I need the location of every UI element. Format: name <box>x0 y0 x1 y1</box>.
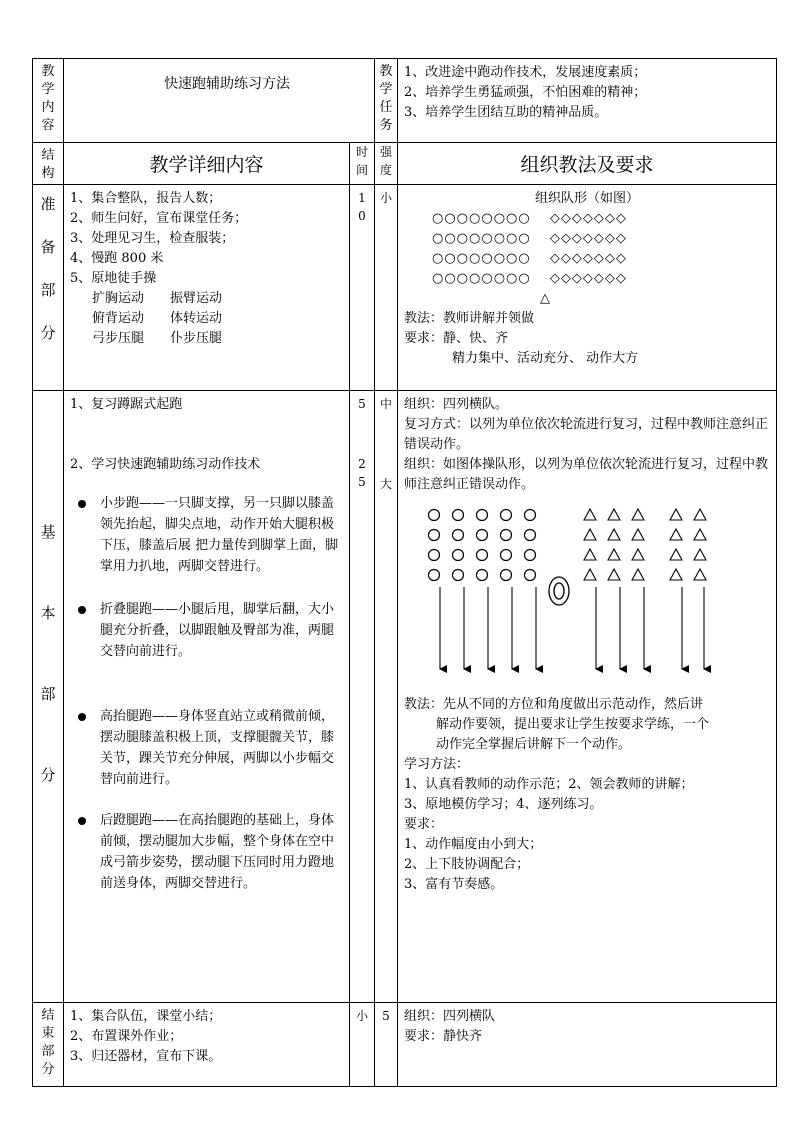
req-title: 要求： <box>404 817 444 832</box>
teach-text: 教法：先从不同的方位和角度做出示范动作，然后讲 <box>404 697 704 712</box>
end-org: 组织：四列横队 <box>404 1009 496 1024</box>
list-item: 3、处理见习生，检查服装； <box>70 231 235 246</box>
student-triangle <box>694 529 706 540</box>
basic-row <box>33 391 777 1003</box>
drill-diagram <box>404 495 770 695</box>
bullet-item: 后蹬腿跑——在高抬腿跑的基础上，身体前倾，摆动腿加大步幅，整个身体在空中成弓箭步姿势，摆动腿下压同时用力蹬地前送身体，两脚交替进行。 <box>70 810 343 894</box>
student-circle <box>453 550 464 561</box>
student-circle <box>501 530 512 541</box>
student-circle <box>525 530 536 541</box>
prep-intensity: 小 <box>375 185 398 391</box>
student-triangle <box>632 509 644 520</box>
formation-diagram <box>404 209 770 309</box>
student-circle <box>525 570 536 581</box>
learn-title: 学习方法： <box>404 757 470 772</box>
student-triangle <box>584 529 596 540</box>
req-item: 3、富有节奏感。 <box>404 877 504 892</box>
student-circle <box>525 510 536 521</box>
lesson-plan-table <box>32 58 777 1087</box>
time-header: 时 间 <box>350 143 375 185</box>
formation-title: 组织队形（如图） <box>534 191 639 206</box>
list-item: 2、师生问好，宣布课堂任务； <box>70 211 248 226</box>
student-circle <box>429 550 440 561</box>
end-row <box>33 1003 777 1087</box>
student-circle <box>429 510 440 521</box>
student-circle <box>501 550 512 561</box>
student-circle <box>477 510 488 521</box>
formation-row: ○○○○○○○○ ◇◇◇◇◇◇◇ <box>432 231 627 246</box>
student-circle <box>525 550 536 561</box>
method-header: 组织教法及要求 <box>398 143 777 185</box>
prep-method-text: 教法：教师讲解并领做 <box>404 311 535 326</box>
header-row <box>33 59 777 143</box>
student-triangle <box>670 509 682 520</box>
teach-text-3: 动作完全掌握后讲解下一个动作。 <box>436 737 632 752</box>
student-circle <box>429 530 440 541</box>
basic-time: 5 2 5 <box>350 391 375 1003</box>
prep-method <box>398 185 777 391</box>
exercise-line: 弓步压腿 仆步压腿 <box>92 331 223 346</box>
content-label: 教 学 内 容 <box>33 59 64 143</box>
student-triangle <box>632 549 644 560</box>
student-triangles <box>584 509 706 580</box>
student-triangle <box>608 549 620 560</box>
prep-label: 准 备 部 分 <box>33 185 64 391</box>
prep-content <box>64 185 350 391</box>
list-item: 2、布置课外作业； <box>70 1029 183 1044</box>
student-triangle <box>670 549 682 560</box>
prep-requirement-2: 精力集中、活动充分、 动作大方 <box>452 351 639 366</box>
end-method <box>398 1003 777 1087</box>
list-item: 1、集合整队，报告人数； <box>70 191 222 206</box>
student-triangle <box>694 549 706 560</box>
end-content <box>64 1003 350 1087</box>
formation-row: ○○○○○○○○ ◇◇◇◇◇◇◇ <box>432 251 627 266</box>
list-item: 4、慢跑 800 米 <box>70 251 164 266</box>
end-label: 结 束 部 分 <box>33 1003 64 1087</box>
student-circle <box>453 530 464 541</box>
list-item: 3、归还器材，宣布下课。 <box>70 1049 222 1064</box>
student-triangle <box>608 529 620 540</box>
list-item: 1、集合队伍，课堂小结； <box>70 1009 222 1024</box>
student-circles <box>429 510 536 581</box>
bullet-item: 小步跑——一只脚支撑，另一只脚以膝盖领先抬起，脚尖点地，动作开始大腿积极下压，膝盖后展 把力量传到脚掌上面，脚掌用力扒地，两脚交替进行。 <box>70 493 343 577</box>
formation-row: ○○○○○○○○ ◇◇◇◇◇◇◇ <box>432 211 627 226</box>
bullet-dot <box>78 713 86 721</box>
student-triangle <box>608 569 620 580</box>
student-triangle <box>670 529 682 540</box>
task-item: 2、培养学生勇猛顽强，不怕困难的精神； <box>404 85 647 100</box>
list-item: 2、学习快速跑辅助练习动作技术 <box>70 457 261 472</box>
org-text: 组织：四列横队。 <box>404 397 509 412</box>
student-circle <box>501 510 512 521</box>
bullet-dot <box>78 606 86 614</box>
lesson-title: 快速跑辅助练习方法 <box>64 59 375 143</box>
teacher-mark: △ <box>540 291 551 306</box>
task-list <box>398 59 777 143</box>
student-circle <box>501 570 512 581</box>
basic-intensity: 中 大 <box>375 391 398 1003</box>
student-triangle <box>584 509 596 520</box>
prep-time: 1 0 <box>350 185 375 391</box>
task-item: 3、培养学生团结互助的精神品质。 <box>404 105 608 120</box>
prep-row <box>33 185 777 391</box>
org-text-2: 组织：如图体操队形，以列为单位依次轮流进行复习，过程中教师注意纠正错误动作。 <box>404 457 769 492</box>
list-item: 1、复习蹲踞式起跑 <box>70 397 183 412</box>
basic-method <box>398 391 777 1003</box>
prep-requirement: 要求：静、快、齐 <box>404 331 509 346</box>
list-item: 5、原地徒手操 <box>70 271 157 286</box>
structure-header: 结 构 <box>33 143 64 185</box>
student-triangle <box>632 569 644 580</box>
end-time: 小 <box>350 1003 375 1087</box>
task-label: 教 学 任 务 <box>375 59 398 143</box>
intensity-header: 强 度 <box>375 143 398 185</box>
end-req: 要求：静快齐 <box>404 1029 483 1044</box>
learn-item: 1、认真看教师的动作示范；2、领会教师的讲解； <box>404 777 694 792</box>
bullet-dot <box>78 500 86 508</box>
bullet-item: 折叠腿跑——小腿后甩，脚掌后翻，大小腿充分折叠，以脚跟触及臀部为准，两腿交替向前进行。 <box>70 599 343 662</box>
task-item: 1、改进途中跑动作技术，发展速度素质； <box>404 65 647 80</box>
basic-label: 基 本 部 分 <box>33 391 64 1003</box>
movement-arrows <box>440 587 704 669</box>
end-intensity: 5 <box>375 1003 398 1087</box>
student-triangle <box>584 549 596 560</box>
bullet-item: 高抬腿跑——身体竖直站立或稍微前倾，摆动腿膝盖积极上顶，支撑腿髋关节，膝关节，踝关节充分伸展，两脚以小步幅交替向前进行。 <box>70 706 343 790</box>
student-circle <box>477 530 488 541</box>
exercise-line: 俯背运动 体转运动 <box>92 311 223 326</box>
student-circle <box>477 550 488 561</box>
student-circle <box>477 570 488 581</box>
req-item: 1、动作幅度由小到大； <box>404 837 543 852</box>
teacher-mark <box>549 577 569 605</box>
bullet-dot <box>78 817 86 825</box>
formation-row: ○○○○○○○○ ◇◇◇◇◇◇◇ <box>432 271 627 286</box>
detail-header: 教学详细内容 <box>64 143 350 185</box>
column-header-row <box>33 143 777 185</box>
student-circle <box>453 510 464 521</box>
student-triangle <box>694 569 706 580</box>
drill-svg <box>404 495 772 695</box>
basic-content <box>64 391 350 1003</box>
student-triangle <box>632 529 644 540</box>
student-triangle <box>694 509 706 520</box>
student-circle <box>429 570 440 581</box>
teach-text-2: 解动作要领，提出要求让学生按要求学练，一个 <box>436 717 710 732</box>
learn-item: 3、原地模仿学习；4、逐列练习。 <box>404 797 603 812</box>
review-text: 复习方式：以列为单位依次轮流进行复习，过程中教师注意纠正错误动作。 <box>404 417 769 452</box>
student-triangle <box>670 569 682 580</box>
exercise-line: 扩胸运动 振臂运动 <box>92 291 223 306</box>
student-circle <box>453 570 464 581</box>
req-item: 2、上下肢协调配合； <box>404 857 530 872</box>
student-triangle <box>608 509 620 520</box>
student-triangle <box>584 569 596 580</box>
